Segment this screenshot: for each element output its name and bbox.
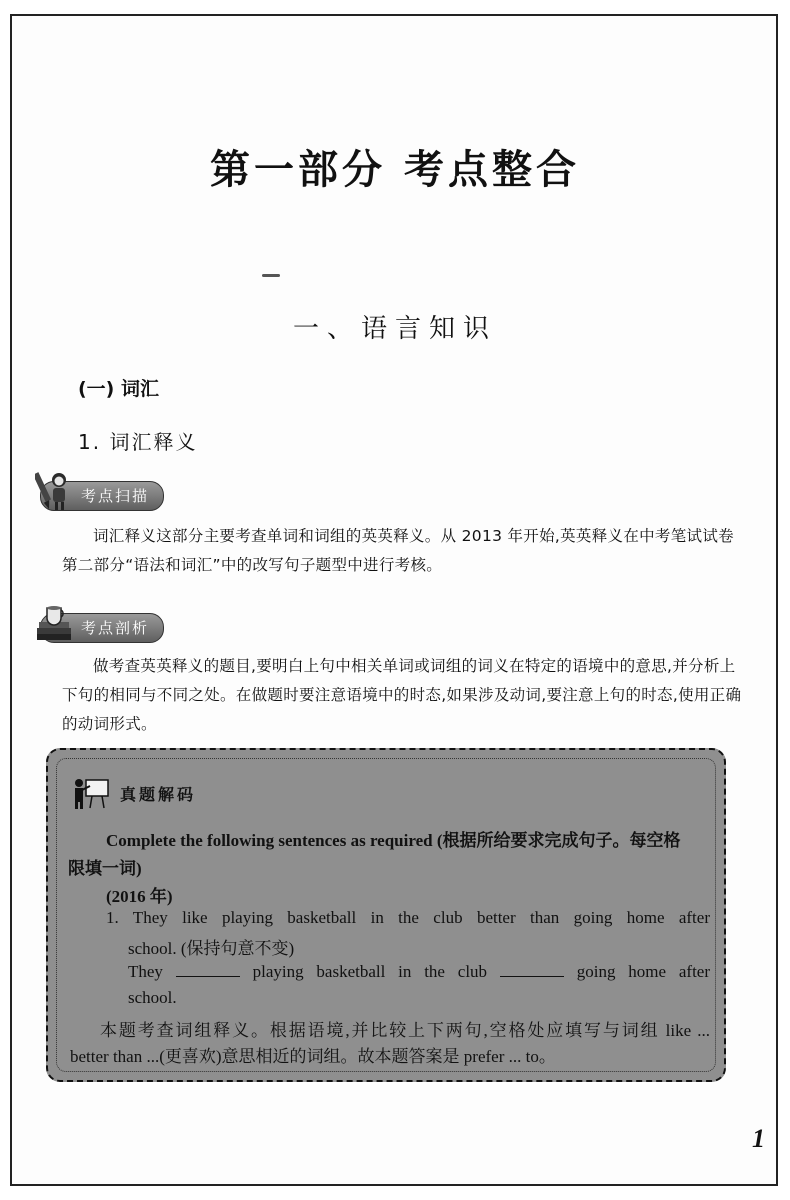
- exam-analysis-line-2: better than ...(更喜欢)意思相近的词组。故本题答案是 prefer ... to。: [70, 1047, 556, 1066]
- exam-header: [72, 776, 196, 810]
- exam-box: [46, 748, 726, 1082]
- scan-paragraph: 词汇释义这部分主要考查单词和词组的英英释义。从 2013 年开始,英英释义在中考笔试试卷第二部分“语法和词汇”中的改写句子题型中进行考核。: [62, 527, 734, 574]
- question-1-line-2: school. (保持句意不变): [128, 939, 295, 958]
- answer-sentence-line-2: school.: [128, 988, 177, 1007]
- analysis-paragraph: 做考查英英释义的题目,要明白上句中相关单词或词组的词义在特定的语境中的意思,并分析上下句的相同与不同之处。在做题时要注意语境中的时态,如果涉及动词,要注意上句的时态,使用正确的动词形式。: [62, 657, 742, 733]
- scan-badge: [40, 481, 164, 511]
- pencil-girl-icon: [35, 468, 75, 512]
- exam-instruction: Complete the following sentences as required (根据所给要求完成句子。每空格: [106, 831, 681, 850]
- page-number: 1: [752, 1124, 765, 1153]
- sub-heading: (一) 词汇: [78, 378, 159, 400]
- decorative-mark: [262, 274, 280, 277]
- part-title: 第一部分 考点整合: [210, 147, 580, 193]
- question-1-line-1: 1. They like playing basketball in the club better than going home after: [106, 908, 710, 927]
- teacher-board-icon: [72, 776, 110, 810]
- exam-instruction-cont: 限填一词): [68, 859, 142, 878]
- answer-part-3: going home after: [576, 962, 710, 981]
- item-heading: 1. 词汇释义: [78, 430, 198, 454]
- exam-analysis-line-1: 本题考查词组释义。根据语境,并比较上下两句,空格处应填写与词组 like ...: [100, 1021, 710, 1040]
- exam-title: 真题解码: [120, 784, 197, 804]
- answer-sentence: [128, 962, 710, 982]
- analysis-badge: [40, 613, 164, 643]
- section-title: 一、语言知识: [292, 314, 497, 344]
- scan-badge-pill: [40, 481, 164, 511]
- answer-part-2: playing basketball in the club: [252, 962, 488, 981]
- exam-year: (2016 年): [106, 887, 173, 906]
- answer-part-1: They: [128, 962, 163, 981]
- analysis-badge-pill: [40, 613, 164, 643]
- books-coffee-icon: [35, 600, 75, 644]
- analysis-badge-label: 考点剖析: [81, 619, 150, 637]
- scan-badge-label: 考点扫描: [81, 487, 150, 505]
- answer-blank-2[interactable]: [500, 962, 564, 977]
- answer-blank-1[interactable]: [176, 962, 240, 977]
